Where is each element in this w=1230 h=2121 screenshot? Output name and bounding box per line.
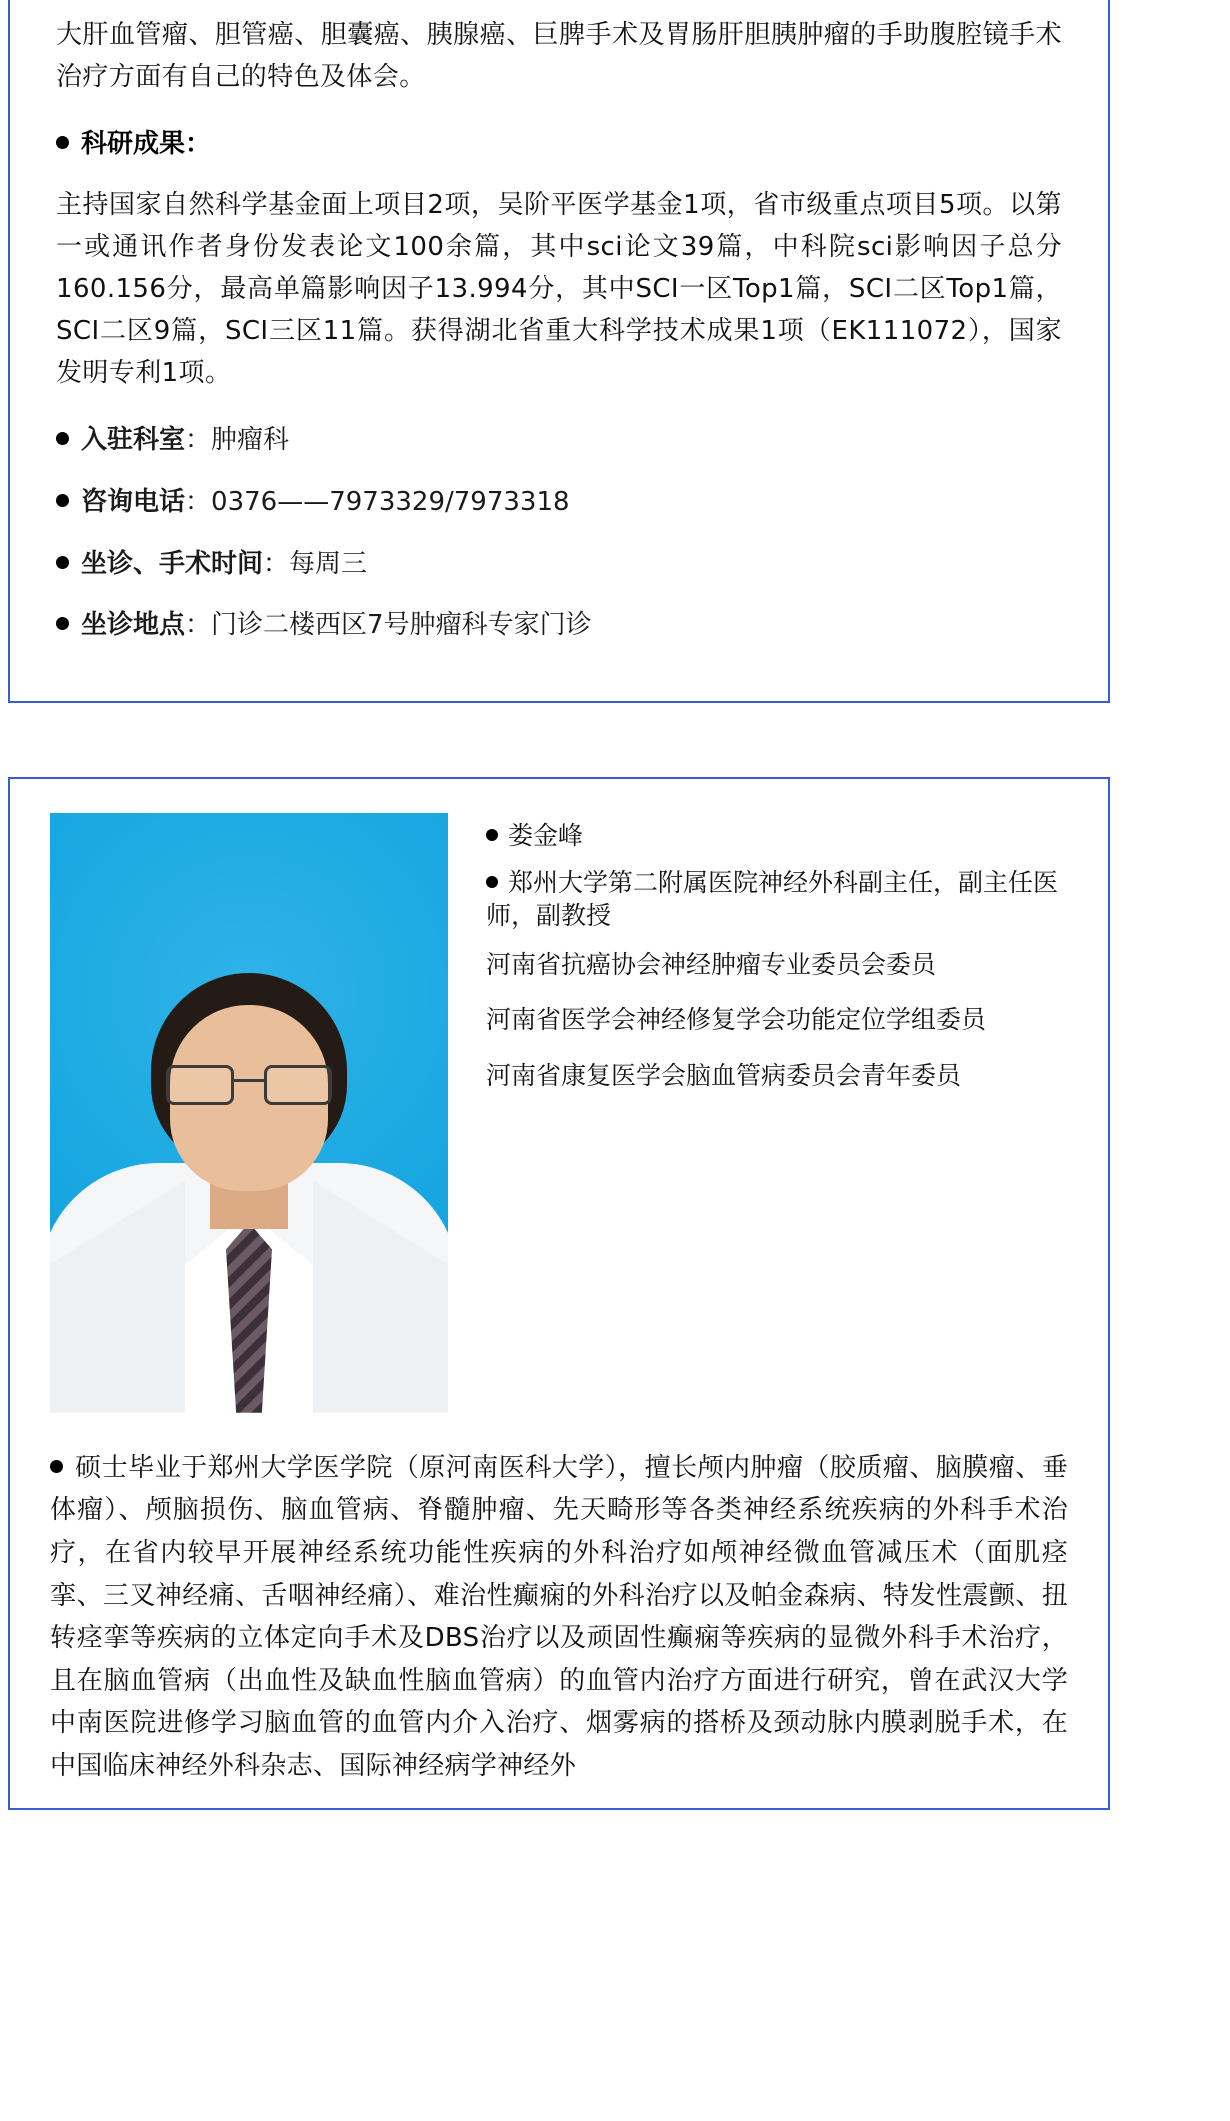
doctor-profile-card [8, 777, 1110, 1810]
affiliation-2: 河南省医学会神经修复学会功能定位学组委员 [486, 1005, 987, 1035]
bullet-icon [56, 617, 69, 630]
bullet-icon [56, 556, 69, 569]
bullet-icon [56, 432, 69, 445]
bullet-icon [56, 494, 69, 507]
research-heading [56, 124, 1062, 166]
research-paragraph: 主持国家自然科学基金面上项目2项，吴阶平医学基金1项，省市级重点项目5项。以第一或通讯作者身份发表论文100余篇，其中sci论文39篇，中科院sci影响因子总分160.156分，最高单篇影响因子13.994分，其中SCI一区Top1篇，SCI二区Top1篇，SCI二区9篇，SCI三区11篇。获得湖北省重大科学技术成果1项（EK111072），国家发明专利1项。 [56, 189, 1062, 389]
field-phone-sep: ： [185, 486, 212, 517]
doctor-bio-text: 硕士毕业于郑州大学医学院（原河南医科大学），擅长颅内肿瘤（胶质瘤、脑膜瘤、垂体瘤）、颅脑损伤、脑血管病、脊髓肿瘤、先天畸形等各类神经系统疾病的外科手术治疗，在省内较早开展神经系统功能性疾病的外科治疗如颅神经微血管减压术（面肌痉挛、三叉神经痛、舌咽神经痛）、难治性癫痫的外科治疗以及帕金森病、特发性震颤、扭转痉挛等疾病的立体定向手术及DBS治疗以及顽固性癫痫等疾病的显微外科手术治疗，且在脑血管病（出血性及缺血性脑血管病）的血管内治疗方面进行研究，曾在武汉大学中南医院进修学习脑血管的血管内介入治疗、烟雾病的搭桥及颈动脉内膜剥脱手术，在中国临床神经外科杂志、国际神经病学神经外 [50, 1452, 1068, 1782]
bullet-icon [56, 136, 69, 149]
intro-paragraph: 大肝血管瘤、胆管癌、胆囊癌、胰腺癌、巨脾手术及胃肠肝胆胰肿瘤的手助腹腔镜手术治疗方面有自己的特色及体会。 [56, 20, 1062, 93]
bullet-icon [50, 1460, 63, 1473]
field-location [56, 605, 1062, 647]
field-schedule-sep: ： [263, 548, 290, 579]
field-phone-label: 咨询电话 [81, 486, 186, 517]
research-heading-text: 科研成果： [81, 129, 212, 160]
field-department [56, 420, 1062, 462]
field-department-label: 入驻科室 [81, 425, 186, 456]
field-location-value: 门诊二楼西区7号肿瘤科专家门诊 [211, 610, 592, 641]
doctor-name-text: 娄金峰 [508, 820, 584, 850]
field-location-label: 坐诊地点 [81, 610, 186, 641]
field-schedule [56, 544, 1062, 586]
glasses-lens-right [264, 1065, 332, 1105]
affiliation-3: 河南省康复医学会脑血管病委员会青年委员 [486, 1060, 962, 1090]
glasses-icon [166, 1065, 332, 1101]
field-schedule-label: 坐诊、手术时间 [81, 548, 264, 579]
doctor-photo [50, 813, 448, 1413]
field-phone-value: 0376——7973329/7973318 [211, 486, 570, 517]
bullet-icon [486, 829, 498, 841]
profile-row [50, 813, 1068, 1413]
doctor-title-text: 郑州大学第二附属医院神经外科副主任，副主任医师，副教授 [486, 867, 1059, 930]
field-department-value: 肿瘤科 [211, 425, 290, 456]
doctor-title [486, 866, 1068, 932]
field-schedule-value: 每周三 [289, 548, 368, 579]
glasses-lens-left [166, 1065, 234, 1105]
doctor-name [486, 819, 1068, 852]
info-card-top [8, 0, 1110, 703]
affiliation-1: 河南省抗癌协会神经肿瘤专业委员会委员 [486, 949, 937, 979]
card-gap [0, 703, 1230, 777]
field-phone [56, 482, 1062, 524]
doctor-bio [50, 1447, 1068, 1788]
field-location-sep: ： [185, 610, 212, 641]
glasses-bridge [232, 1079, 266, 1082]
bullet-icon [486, 876, 498, 888]
field-department-sep: ： [185, 425, 212, 456]
profile-info [486, 813, 1068, 1115]
